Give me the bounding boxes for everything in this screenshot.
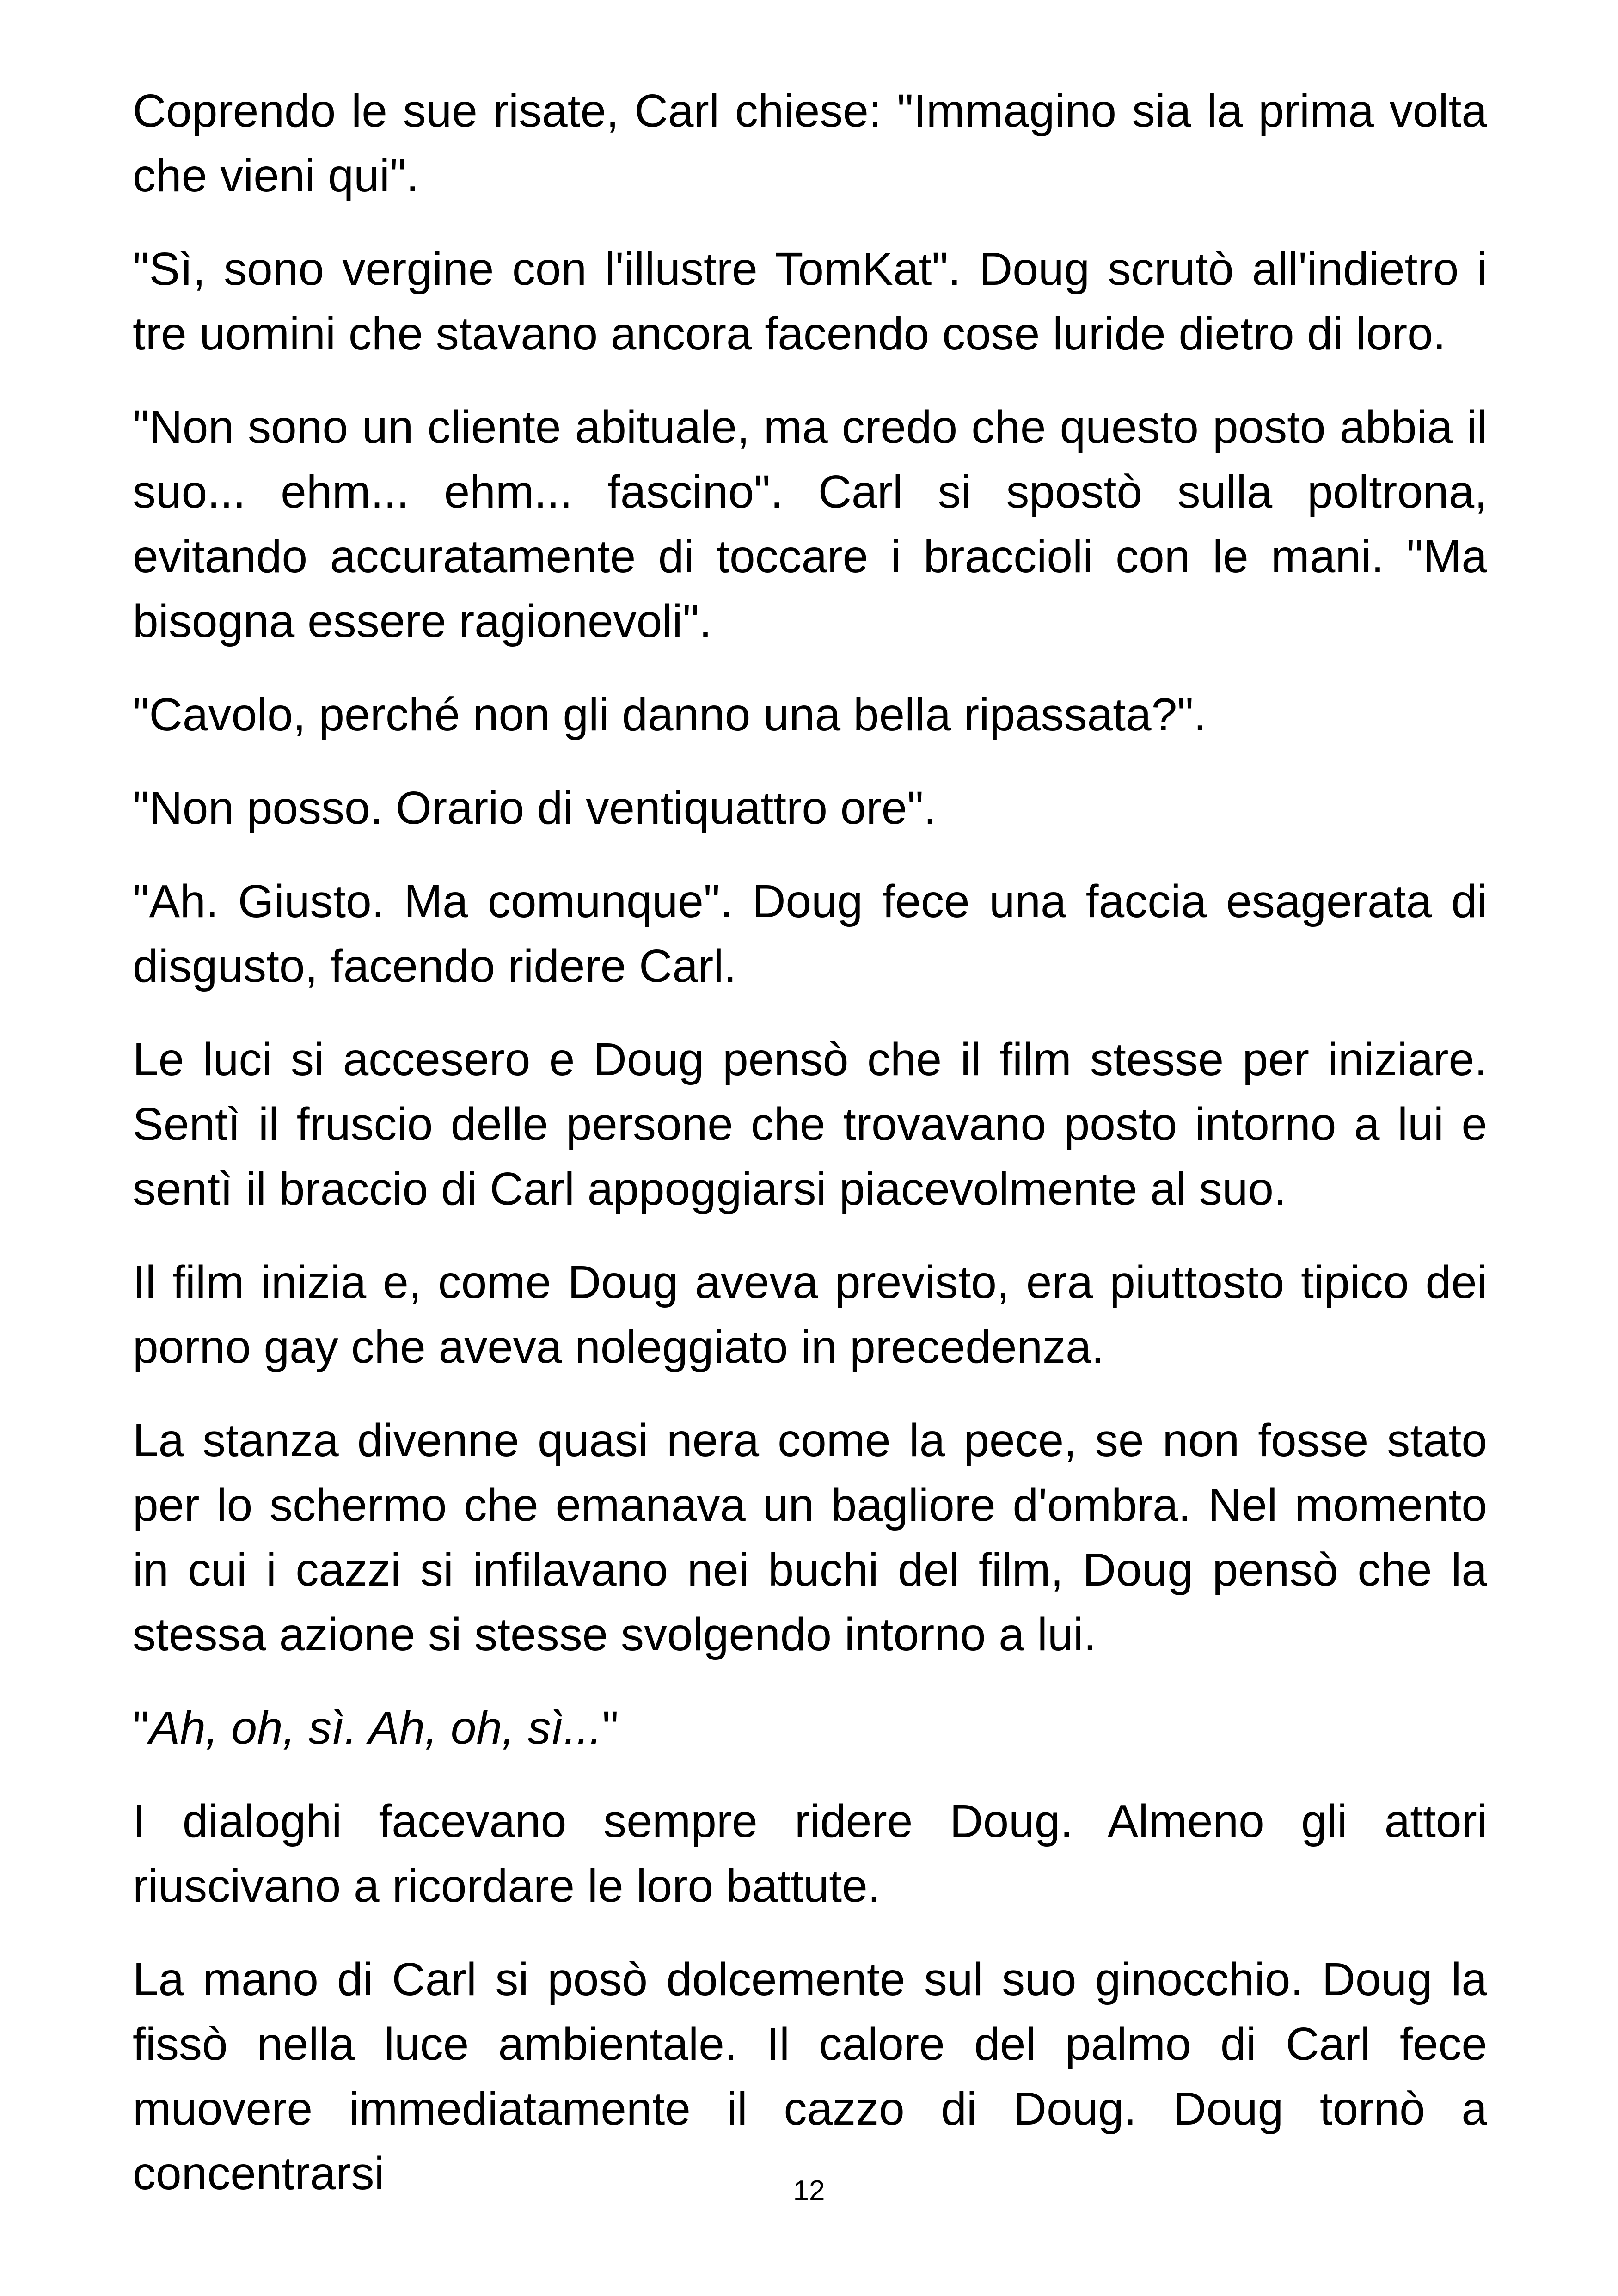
paragraph: "Sì, sono vergine con l'illustre TomKat". Doug scrutò all'indietro i tre uomini che stavano ancora facendo cose luride dietro di loro.	[133, 243, 1487, 360]
paragraph: "Cavolo, perché non gli danno una bella ripassata?".	[133, 689, 1207, 741]
paragraph: Le luci si accesero e Doug pensò che il film stesse per iniziare. Sentì il fruscio delle persone che trovavano posto intorno a lui e sentì il braccio di Carl appoggiarsi piacevolmente al suo.	[133, 1034, 1487, 1215]
italic-dialogue-paragraph	[133, 1696, 1487, 1760]
paragraph: La mano di Carl si posò dolcemente sul suo ginocchio. Doug la fissò nella luce ambientale. Il calore del palmo di Carl fece muovere immediatamente il cazzo di Doug. Doug tornò a concentrarsi	[133, 1953, 1487, 2199]
paragraph: La stanza divenne quasi nera come la pece, se non fosse stato per lo schermo che emanava un bagliore d'ombra. Nel momento in cui i cazzi si infilavano nei buchi del film, Doug pensò che la stessa azione si stesse svolgendo intorno a lui.	[133, 1414, 1487, 1660]
paragraph: "Ah. Giusto. Ma comunque". Doug fece una faccia esagerata di disgusto, facendo ridere Carl.	[133, 876, 1487, 992]
paragraph: "Non sono un cliente abituale, ma credo che questo posto abbia il suo... ehm... ehm... fascino". Carl si spostò sulla poltrona, evitando accuratamente di toccare i braccioli con le mani. "Ma bisogna essere ragionevoli".	[133, 401, 1487, 647]
italic-dialogue: Ah, oh, sì. Ah, oh, sì...	[149, 1702, 602, 1754]
page-body	[133, 79, 1487, 2206]
paragraph: I dialoghi facevano sempre ridere Doug. Almeno gli attori riuscivano a ricordare le loro battute.	[133, 1795, 1487, 1912]
paragraph: Coprendo le sue risate, Carl chiese: "Immagino sia la prima volta che vieni qui".	[133, 85, 1487, 202]
quote-close: "	[602, 1702, 619, 1754]
quote-open: "	[133, 1702, 149, 1754]
paragraph: "Non posso. Orario di ventiquattro ore".	[133, 782, 937, 834]
page-number: 12	[793, 2175, 825, 2207]
paragraph: Il film inizia e, come Doug aveva previsto, era piuttosto tipico dei porno gay che aveva noleggiato in precedenza.	[133, 1256, 1487, 1373]
